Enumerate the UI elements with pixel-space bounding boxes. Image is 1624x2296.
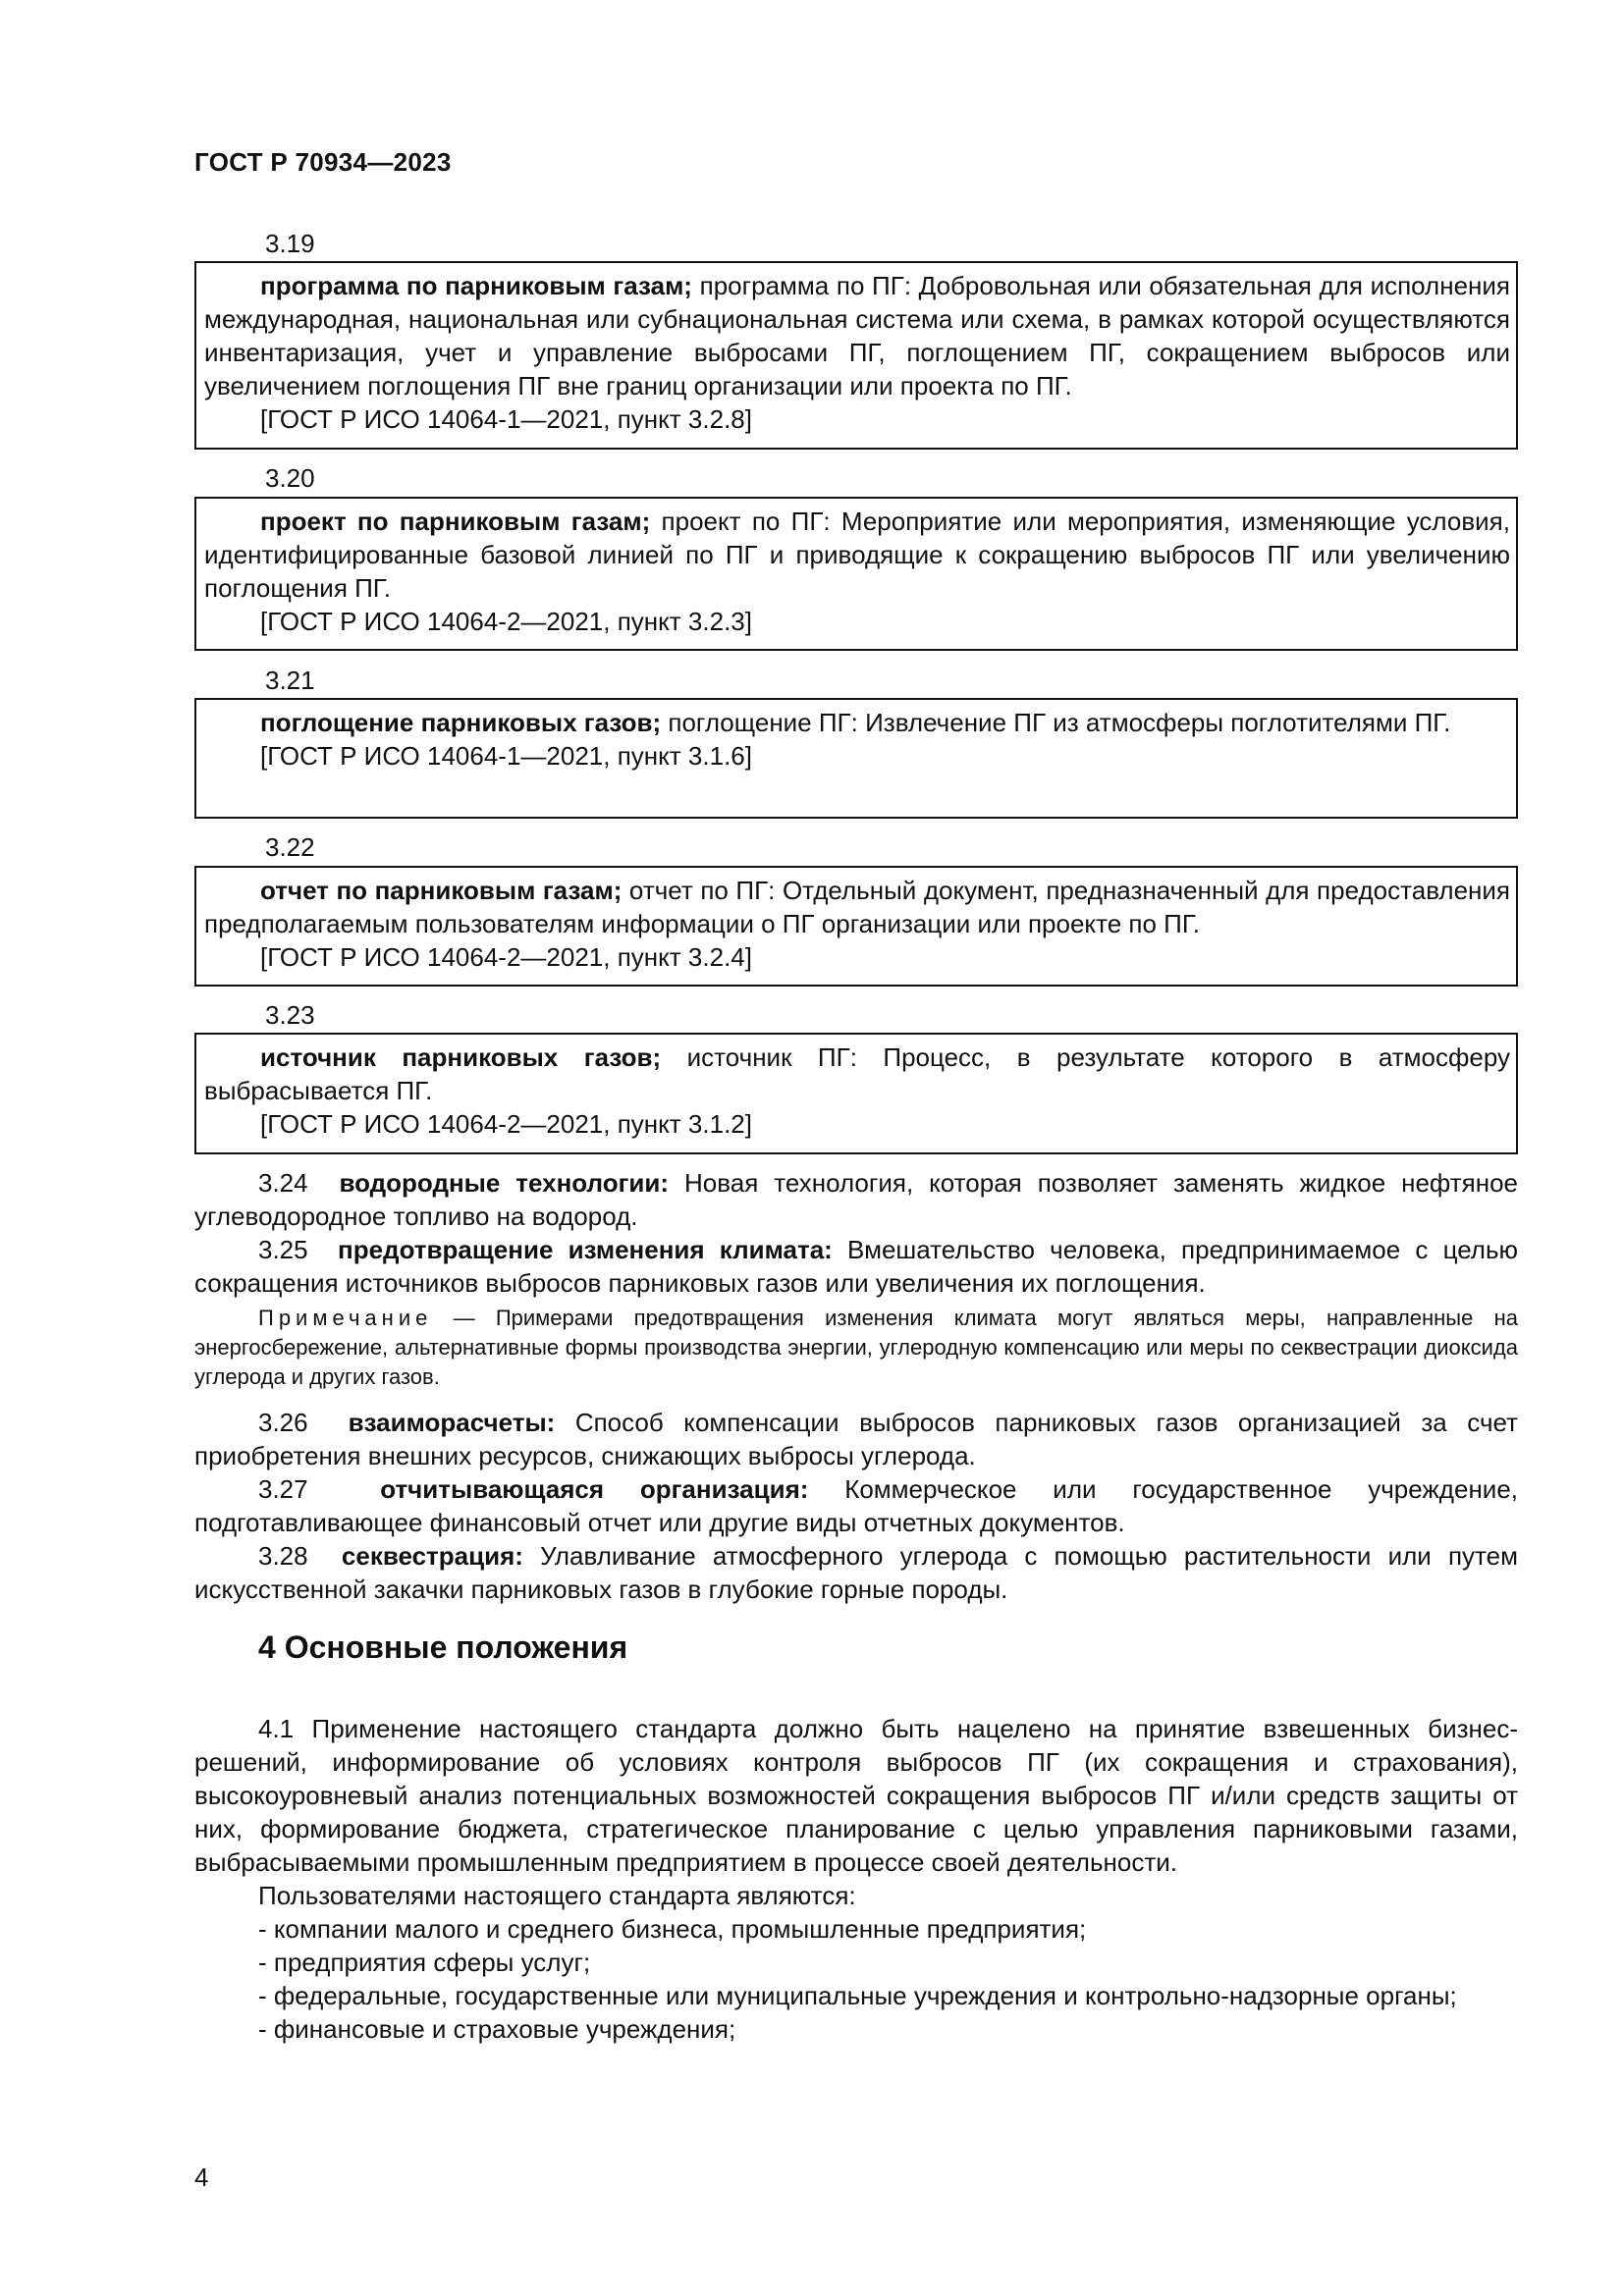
list-item: - предприятия сферы услуг; xyxy=(258,1948,591,1977)
term-box xyxy=(194,497,1518,651)
definition-paragraph xyxy=(194,1406,1518,1472)
term-text: программа по ПГ: Добровольная или обязательная для исполнения международная, национальная или субнациональная система или схема, в рамках которой осуществляются инвентаризация, учет и управление выбросами ПГ, поглощением ПГ, сокращением выбросов или увеличением поглощения ПГ вне границ организации или проекта по ПГ. xyxy=(204,271,1511,400)
definition-number: 3.25 xyxy=(258,1235,308,1264)
page-number: 4 xyxy=(194,2163,209,2192)
note-block xyxy=(194,1304,1518,1392)
term-box xyxy=(194,261,1518,450)
term-text: источник ПГ: Процесс, в результате которого в атмосферу выбрасывается ПГ. xyxy=(204,1042,1511,1105)
term-box xyxy=(194,1033,1518,1154)
term-number: 3.23 xyxy=(265,1000,315,1030)
section-paragraph: 4.1 Применение настоящего стандарта должно быть нацелено на принятие взвешенных бизнес-решений, информирование об условиях контроля выбросов ПГ (их сокращения и страхования), высокоуровневый анализ потенциальных возможностей сокращения выбросов ПГ и/или средств защиты от них, формирование бюджета, стратегическое планирование с целью управления парниковыми газами, выбрасываемыми промышленным предприятием в процессе своей деятельности. xyxy=(194,1714,1518,1877)
definition-number: 3.24 xyxy=(258,1168,308,1198)
list-item: - федеральные, государственные или муниципальные учреждения и контрольно-надзорные органы; xyxy=(258,1981,1457,2010)
definitions-block xyxy=(194,1406,1518,1606)
list-item: - финансовые и страховые учреждения; xyxy=(258,2014,736,2044)
term-number: 3.19 xyxy=(265,229,315,258)
term-box xyxy=(194,698,1518,819)
note-text: — Примерами предотвращения изменения климата могут являться меры, направленные на энергосбережение, альтернативные формы производства энергии, углеродную компенсацию или меры по секвестрации диоксида углерода и других газов. xyxy=(194,1306,1518,1389)
section-title: 4 Основные положения xyxy=(258,1629,628,1665)
term-source: [ГОСТ Р ИСО 14064-2—2021, пункт 3.2.3] xyxy=(260,607,752,636)
definition-text: Новая технология, которая позволяет заменять жидкое нефтяное углеводородное топливо на водород. xyxy=(194,1168,1519,1231)
definition-number: 3.28 xyxy=(258,1541,308,1571)
term-definition xyxy=(204,269,1510,402)
term-source: [ГОСТ Р ИСО 14064-2—2021, пункт 3.1.2] xyxy=(260,1109,752,1139)
definitions-block xyxy=(194,1166,1518,1300)
users-list xyxy=(194,1912,1518,2046)
definition-text: Коммерческое или государственное учреждение, подготавливающее финансовый отчет или другие виды отчетных документов. xyxy=(194,1474,1519,1537)
definition-paragraph xyxy=(194,1539,1518,1606)
term-number: 3.22 xyxy=(265,832,315,862)
term-text: поглощение ПГ: Извлечение ПГ из атмосферы поглотителями ПГ. xyxy=(661,708,1451,737)
note-paragraph xyxy=(194,1304,1518,1392)
term-definition xyxy=(204,706,1510,739)
term-definition xyxy=(204,505,1510,605)
term-box xyxy=(194,866,1518,987)
definition-paragraph xyxy=(194,1472,1518,1539)
term-name: источник парниковых газов; xyxy=(260,1042,662,1072)
term-definition xyxy=(204,1041,1510,1107)
definition-text: Способ компенсации выбросов парниковых газов организацией за счет приобретения внешних ресурсов, снижающих выбросы углерода. xyxy=(194,1408,1518,1470)
definition-number: 3.27 xyxy=(258,1474,308,1504)
term-source: [ГОСТ Р ИСО 14064-2—2021, пункт 3.2.4] xyxy=(260,942,752,972)
term-definition xyxy=(204,874,1510,940)
term-text: отчет по ПГ: Отдельный документ, предназначенный для предоставления предполагаемым пользователям информации о ПГ организации или проекте по ПГ. xyxy=(204,876,1510,938)
definition-term: отчитывающаяся организация: xyxy=(380,1474,809,1504)
definition-term: предотвращение изменения климата: xyxy=(338,1235,833,1264)
term-name: программа по парниковым газам; xyxy=(260,271,692,300)
term-text: проект по ПГ: Мероприятие или мероприятия, изменяющие условия, идентифицированные базовой линией по ПГ и приводящие к сокращению выбросов ПГ или увеличению поглощения ПГ. xyxy=(204,507,1510,603)
term-number: 3.21 xyxy=(265,666,315,695)
definition-term: секвестрация: xyxy=(341,1541,523,1571)
definition-paragraph xyxy=(194,1166,1518,1233)
term-name: отчет по парниковым газам; xyxy=(260,876,623,905)
definition-number: 3.26 xyxy=(258,1408,308,1437)
definition-text: Вмешательство человека, предпринимаемое с целью сокращения источников выбросов парниковых газов или увеличения их поглощения. xyxy=(194,1235,1519,1298)
definition-term: взаиморасчеты: xyxy=(348,1408,556,1437)
term-name: проект по парниковым газам; xyxy=(260,507,651,536)
term-name: поглощение парниковых газов; xyxy=(260,708,662,737)
term-source: [ГОСТ Р ИСО 14064-1—2021, пункт 3.2.8] xyxy=(260,404,752,434)
definition-term: водородные технологии: xyxy=(339,1168,670,1198)
section-body xyxy=(194,1712,1518,2046)
section-paragraph: Пользователями настоящего стандарта являются: xyxy=(258,1881,856,1910)
note-label: Примечание xyxy=(258,1306,433,1330)
document-header: ГОСТ Р 70934—2023 xyxy=(194,147,452,177)
definition-paragraph xyxy=(194,1233,1518,1300)
term-number: 3.20 xyxy=(265,463,315,493)
definition-text: Улавливание атмосферного углерода с помощью растительности или путем искусственной закачки парниковых газов в глубокие горные породы. xyxy=(194,1541,1518,1604)
list-item: - компании малого и среднего бизнеса, промышленные предприятия; xyxy=(258,1914,1087,1944)
term-source: [ГОСТ Р ИСО 14064-1—2021, пункт 3.1.6] xyxy=(260,741,752,771)
